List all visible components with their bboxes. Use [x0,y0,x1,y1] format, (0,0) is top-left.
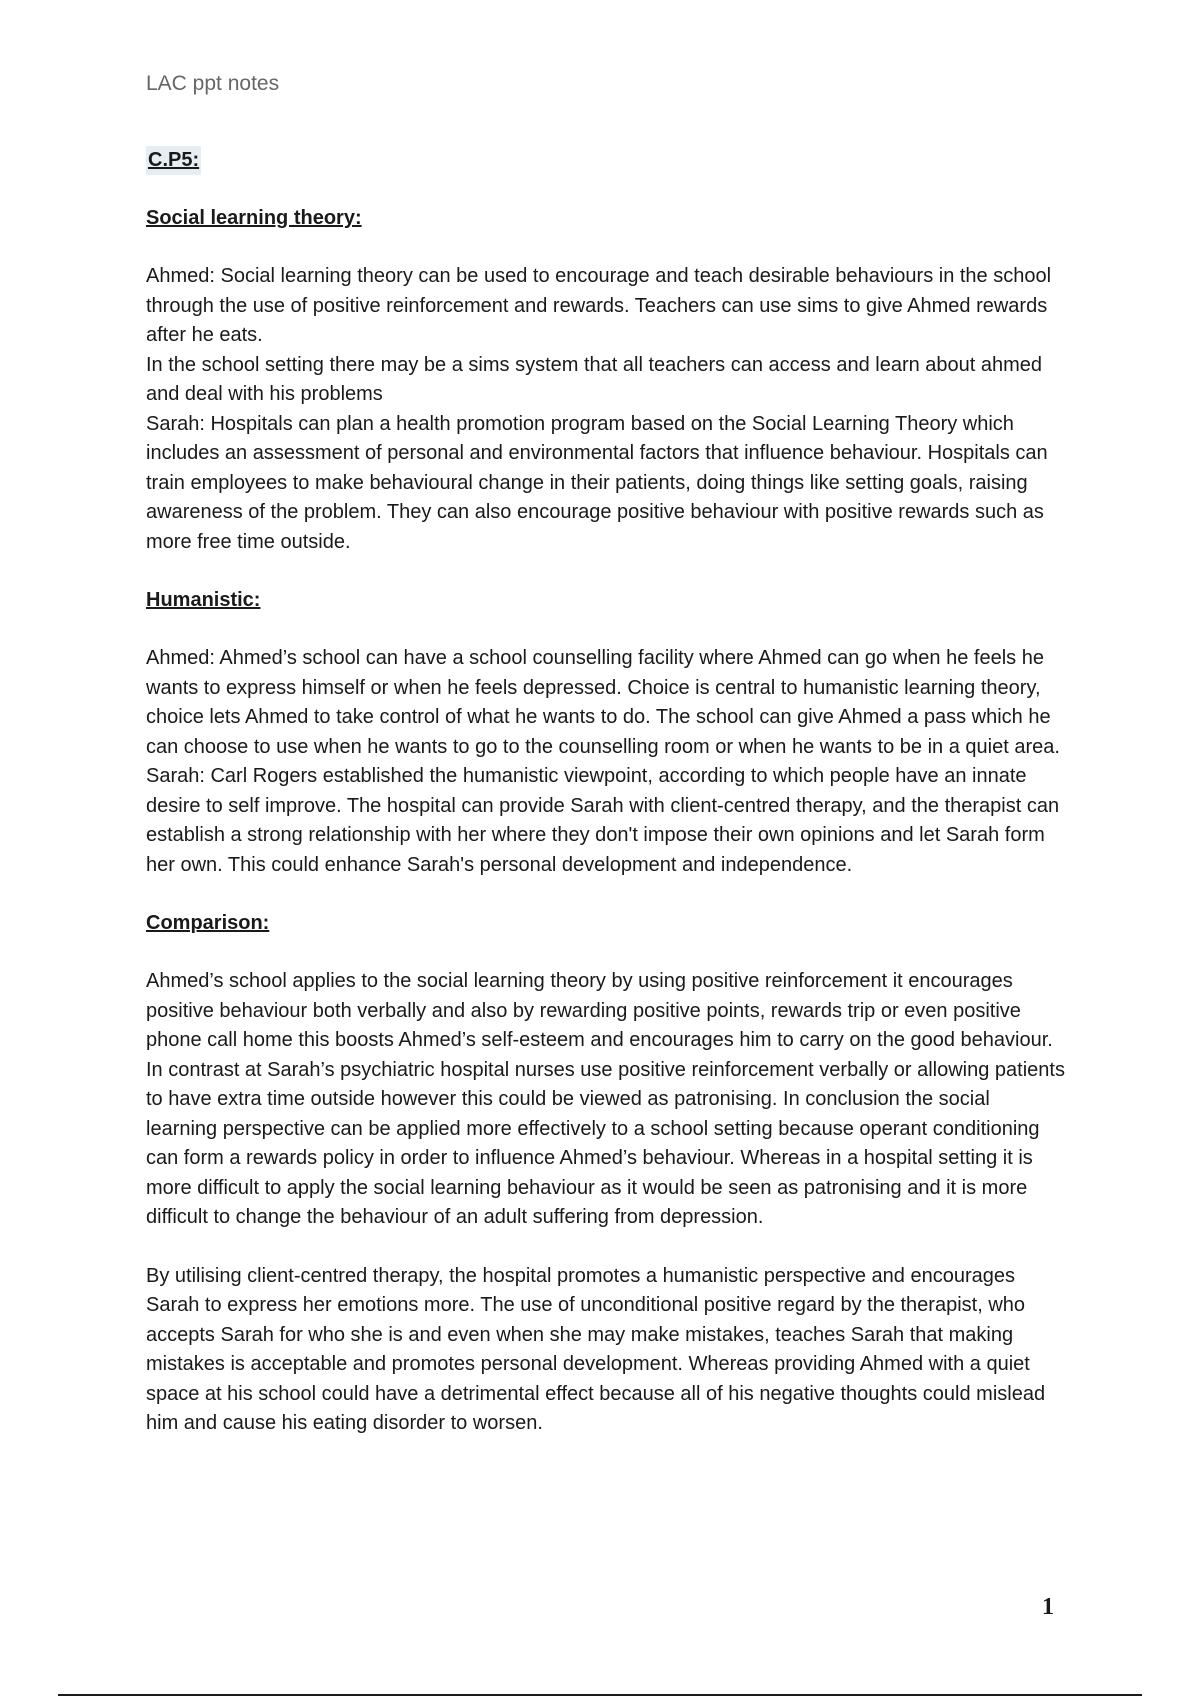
social-learning-ahmed-paragraph: Ahmed: Social learning theory can be used to encourage and teach desirable behaviours in the school through the use of positive reinforcement and rewards. Teachers can use sims to give Ahmed rewards after he eats. [146,265,1052,346]
humanistic-heading: Humanistic: [146,589,261,611]
social-learning-section [146,204,1066,557]
humanistic-sarah-paragraph: Sarah: Carl Rogers established the humanistic viewpoint, according to which people have an innate desire to self improve. The hospital can provide Sarah with client-centred therapy, and the therapist can establish a strong relationship with her where they don't impose their own opinions and let Sarah form her own. This could enhance Sarah's personal development and independence. [146,765,1060,876]
humanistic-section [146,586,1066,880]
footer-divider [58,1694,1142,1696]
comparison-paragraph-2: By utilising client-centred therapy, the hospital promotes a humanistic perspective and encourages Sarah to express her emotions more. The use of unconditional positive regard by the therapist, who accepts Sarah for who she is and even when she may make mistakes, teaches Sarah that making mistakes is acceptable and promotes personal development. Whereas providing Ahmed with a quiet space at his school could have a detrimental effect because all of his negative thoughts could mislead him and cause his eating disorder to worsen. [146,1264,1046,1434]
comparison-section [146,909,1066,1439]
document-title: LAC ppt notes [146,72,280,95]
comparison-paragraph-1: Ahmed’s school applies to the social learning theory by using positive reinforcement it encourages positive behaviour both verbally and also by rewarding positive points, rewards trip or even positive phone call home this boosts Ahmed’s self-esteem and encourages him to carry on the good behaviour. In contrast at Sarah’s psychiatric hospital nurses use positive reinforcement verbally or allowing patients to have extra time outside however this could be viewed as patronising. In conclusion the social learning perspective can be applied more effectively to a school setting because operant conditioning can form a rewards policy in order to influence Ahmed’s behaviour. Whereas in a hospital setting it is more difficult to apply the social learning behaviour as it would be seen as patronising and it is more difficult to change the behaviour of an adult suffering from depression. [146,970,1065,1228]
page-number: 1 [1042,1594,1054,1620]
comparison-heading: Comparison: [146,912,270,934]
document-body [146,146,1066,1468]
social-learning-sarah-paragraph: Sarah: Hospitals can plan a health promotion program based on the Social Learning Theory which includes an assessment of personal and environmental factors that influence behaviour. Hospitals can train employees to make behavioural change in their patients, doing things like setting goals, raising awareness of the problem. They can also encourage positive behaviour with positive rewards such as more free time outside. [146,412,1048,553]
social-learning-sims-paragraph: In the school setting there may be a sims system that all teachers can access and learn about ahmed and deal with his problems [146,353,1043,405]
social-learning-heading: Social learning theory: [146,207,362,229]
humanistic-ahmed-paragraph: Ahmed: Ahmed’s school can have a school counselling facility where Ahmed can go when he feels he wants to express himself or when he feels depressed. Choice is central to humanistic learning theory, choice lets Ahmed to take control of what he wants to do. The school can give Ahmed a pass which he can choose to use when he wants to go to the counselling room or when he wants to be in a quiet area. [146,647,1060,758]
section-code: C.P5: [146,146,201,175]
